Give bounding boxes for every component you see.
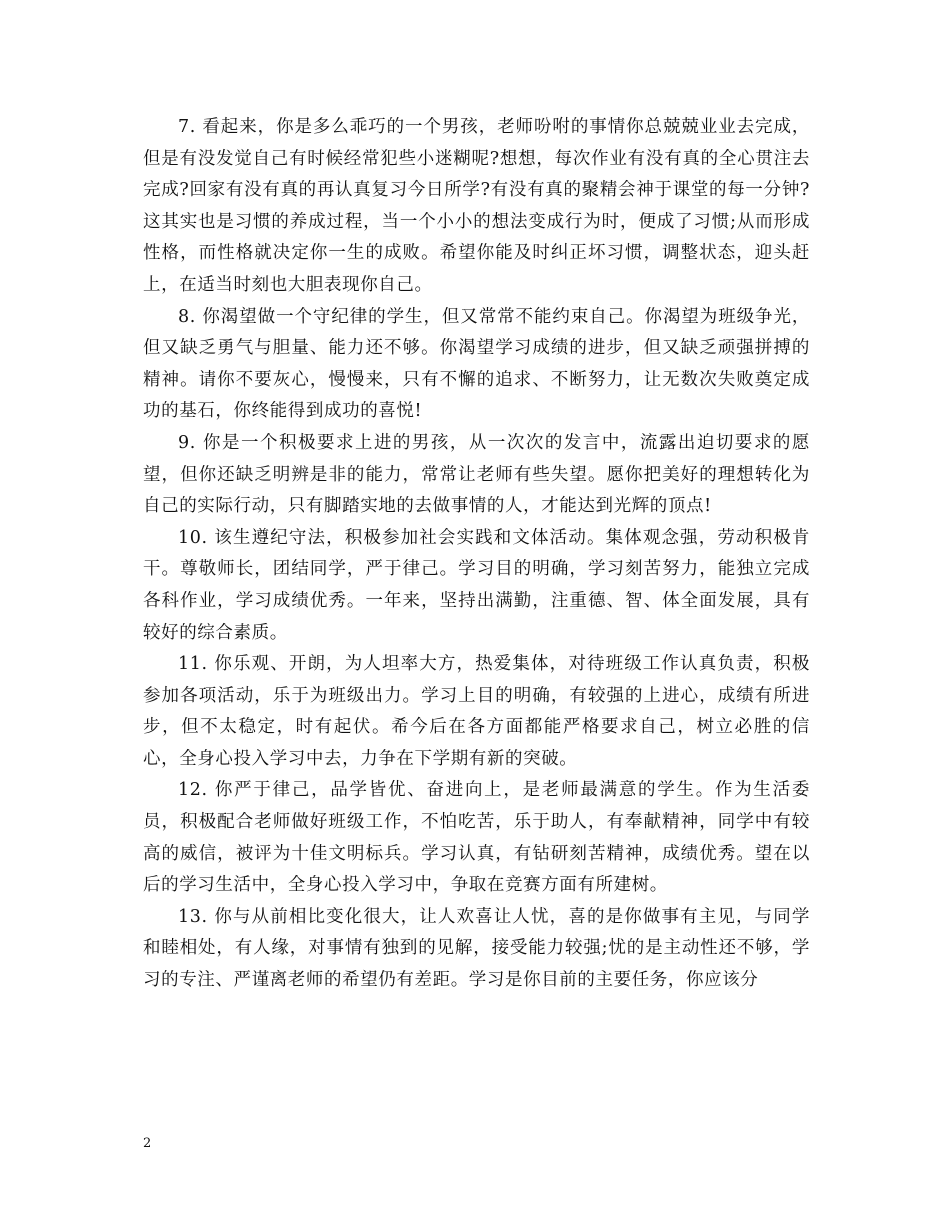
paragraph-7: 7. 看起来，你是多么乖巧的一个男孩，老师吩咐的事情你总兢兢业业去完成，但是有没发觉自己有时候经常犯些小迷糊呢?想想，每次作业有没有真的全心贯注去完成?回家有没有真的再认真复习今日所学?有没有真的聚精会神于课堂的每一分钟?这其实也是习惯的养成过程，当一个小小的想法变成行为时，便成了习惯;从而形成性格，而性格就决定你一生的成败。希望你能及时纠正坏习惯，调整状态，迎头赶上，在适当时刻也大胆表现你自己。 [143,117,810,295]
paragraph-11: 11. 你乐观、开朗，为人坦率大方，热爱集体，对待班级工作认真负责，积极参加各项活动，乐于为班级出力。学习上目的明确，有较强的上进心，成绩有所进步，但不太稳定，时有起伏。希今后在各方面都能严格要求自己，树立必胜的信心，全身心投入学习中去，力争在下学期有新的突破。 [143,654,810,769]
paragraph-8: 8. 你渴望做一个守纪律的学生，但又常常不能约束自己。你渴望为班级争光，但又缺乏勇气与胆量、能力还不够。你渴望学习成绩的进步，但又缺乏顽强拼搏的精神。请你不要灰心，慢慢来，只有不懈的追求、不断努力，让无数次失败奠定成功的基石，你终能得到成功的喜悦! [143,306,810,422]
page-number: 2 [143,1136,152,1151]
paragraph-12: 12. 你严于律己，品学皆优、奋进向上，是老师最满意的学生。作为生活委员，积极配合老师做好班级工作，不怕吃苦，乐于助人，有奉献精神，同学中有较高的威信，被评为十佳文明标兵。学习认真，有钻研刻苦精神，成绩优秀。望在以后的学习生活中，全身心投入学习中，争取在竞赛方面有所建树。 [143,780,810,896]
paragraph-13: 13. 你与从前相比变化很大，让人欢喜让人忧，喜的是你做事有主见，与同学和睦相处，有人缘，对事情有独到的见解，接受能力较强;忧的是主动性还不够，学习的专注、严谨离老师的希望仍有差距。学习是你目前的主要任务，你应该分 [143,906,810,991]
paragraph-9: 9. 你是一个积极要求上进的男孩，从一次次的发言中，流露出迫切要求的愿望，但你还缺乏明辨是非的能力，常常让老师有些失望。愿你把美好的理想转化为自己的实际行动，只有脚踏实地的去做事情的人，才能达到光辉的顶点! [143,432,810,517]
document-body [143,112,810,997]
paragraph-10: 10. 该生遵纪守法，积极参加社会实践和文体活动。集体观念强，劳动积极肯干。尊敬师长，团结同学，严于律己。学习目的明确，学习刻苦努力，能独立完成各科作业，学习成绩优秀。一年来，坚持出满勤，注重德、智、体全面发展，具有较好的综合素质。 [143,527,810,643]
